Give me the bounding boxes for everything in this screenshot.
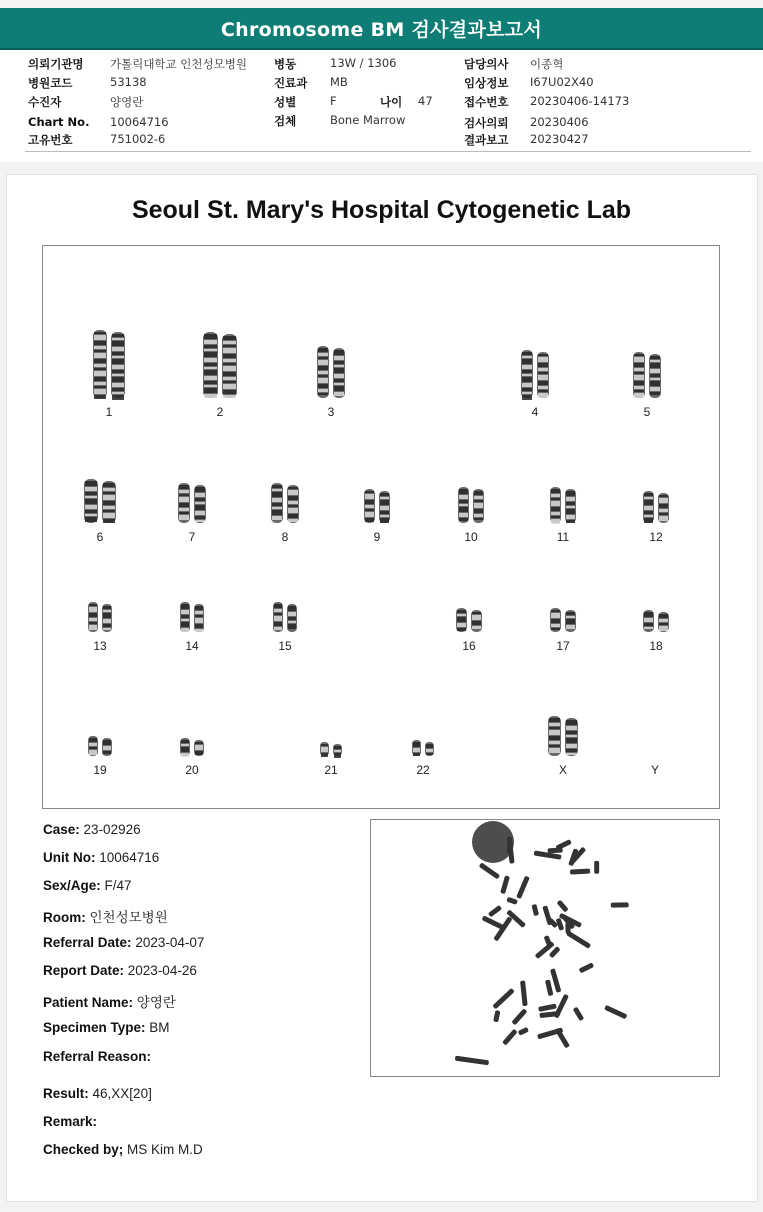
patient-name-value: 양영란 bbox=[136, 995, 176, 1010]
value-clinical-info: I67U02X40 bbox=[530, 75, 594, 89]
sex-age-line bbox=[43, 878, 132, 893]
chromosome-label-Y: Y bbox=[650, 763, 660, 777]
unit-no-line bbox=[43, 850, 159, 865]
value-sex: F bbox=[330, 94, 337, 108]
unit-no-label: Unit No: bbox=[43, 850, 96, 865]
referral-date-label: Referral Date: bbox=[43, 935, 132, 950]
report-date-label: Report Date: bbox=[43, 963, 125, 978]
metaphase-chromosome bbox=[488, 905, 502, 918]
value-institution: 가톨릭대학교 인천성모병원 bbox=[110, 57, 247, 71]
patient-name-label: Patient Name: bbox=[43, 995, 134, 1010]
value-doctor: 이종혁 bbox=[530, 57, 564, 71]
metaphase-chromosome bbox=[611, 902, 629, 907]
label-department: 진료과 bbox=[274, 76, 308, 90]
chromosome-label-3: 3 bbox=[327, 405, 335, 419]
value-hospital-code: 53138 bbox=[110, 75, 147, 89]
report-title: Chromosome BM 검사결과보고서 bbox=[220, 18, 543, 41]
case-label: Case: bbox=[43, 822, 80, 837]
chromosome-pair-14 bbox=[180, 602, 204, 653]
chromosome-label-12: 12 bbox=[649, 530, 663, 544]
metaphase-chromosome bbox=[604, 1005, 627, 1019]
referral-reason-line bbox=[43, 1049, 151, 1064]
karyogram-panel bbox=[42, 245, 720, 809]
metaphase-chromosome bbox=[518, 1027, 529, 1036]
label-sex: 성별 bbox=[274, 95, 297, 109]
checked-by-label: Checked by; bbox=[43, 1142, 124, 1157]
specimen-type-line bbox=[43, 1020, 170, 1035]
patient-name-line bbox=[43, 991, 176, 1011]
chromosome-pair-17 bbox=[550, 608, 576, 653]
chromosome-label-20: 20 bbox=[185, 763, 199, 777]
chromosome-label-21: 21 bbox=[324, 763, 338, 777]
chromosome-pair-1 bbox=[93, 330, 125, 419]
chromosome-pair-7 bbox=[178, 483, 206, 544]
chromosome-pair-4 bbox=[521, 350, 549, 419]
chromosome-pair-18 bbox=[643, 610, 669, 653]
chromosome-label-10: 10 bbox=[464, 530, 478, 544]
value-accession: 20230406-14173 bbox=[530, 94, 630, 108]
referral-date-line bbox=[43, 935, 204, 950]
metaphase-chromosome bbox=[493, 1010, 500, 1022]
chromosome-pair-19 bbox=[88, 736, 112, 777]
metaphase-chromosome bbox=[566, 931, 591, 949]
metaphase-chromosome bbox=[482, 915, 504, 929]
chromosome-pair-10 bbox=[458, 487, 484, 544]
label-chart-no: Chart No. bbox=[28, 115, 90, 129]
metaphase-chromosome bbox=[511, 1008, 527, 1025]
label-ward: 병동 bbox=[274, 57, 297, 71]
chromosome-pair-15 bbox=[273, 602, 297, 653]
room-value: 인천성모병원 bbox=[89, 910, 168, 925]
metaphase-chromosome bbox=[542, 905, 553, 925]
checked-by-line bbox=[43, 1142, 203, 1157]
chromosome-label-15: 15 bbox=[278, 639, 292, 653]
label-accession: 접수번호 bbox=[464, 95, 509, 109]
chromosome-pair-13 bbox=[88, 602, 112, 653]
metaphase-chromosome bbox=[557, 900, 569, 913]
metaphase-chromosome bbox=[502, 1029, 518, 1046]
chromosome-pair-21 bbox=[320, 742, 342, 777]
metaphase-chromosome bbox=[579, 962, 595, 973]
remark-line bbox=[43, 1114, 97, 1129]
chromosome-pair-3 bbox=[317, 346, 345, 419]
chromosome-label-6: 6 bbox=[96, 530, 104, 544]
chromosome-label-8: 8 bbox=[281, 530, 289, 544]
chromosome-label-1: 1 bbox=[105, 405, 113, 419]
chromosome-pair-6 bbox=[84, 479, 116, 544]
label-clinical-info: 임상정보 bbox=[464, 76, 509, 90]
label-age: 나이 bbox=[380, 95, 403, 109]
metaphase-chromosome bbox=[594, 861, 599, 874]
chromosome-label-11: 11 bbox=[556, 530, 570, 544]
metaphase-chromosome bbox=[516, 876, 530, 899]
metaphase-chromosome bbox=[538, 1004, 557, 1012]
metaphase-chromosome bbox=[455, 1056, 489, 1066]
chromosome-label-9: 9 bbox=[373, 530, 381, 544]
chromosome-pair-2 bbox=[203, 332, 237, 419]
chromosome-label-19: 19 bbox=[93, 763, 107, 777]
chromosome-label-18: 18 bbox=[649, 639, 663, 653]
checked-by-value: MS Kim M.D bbox=[127, 1142, 203, 1157]
chromosome-pair-16 bbox=[456, 608, 482, 653]
remark-label: Remark: bbox=[43, 1114, 98, 1129]
metaphase-chromosome bbox=[479, 862, 500, 879]
value-report-date: 20230427 bbox=[530, 132, 589, 146]
sex-age-value: F/47 bbox=[104, 878, 132, 893]
metaphase-image bbox=[371, 820, 719, 1076]
chromosome-pair-X bbox=[548, 716, 578, 777]
value-age: 47 bbox=[418, 94, 433, 108]
chromosome-pair-8 bbox=[271, 483, 299, 544]
room-line bbox=[43, 906, 168, 926]
metaphase-chromosome bbox=[506, 897, 518, 905]
report-date-value: 2023-04-26 bbox=[127, 963, 197, 978]
specimen-type-value: BM bbox=[149, 1020, 170, 1035]
value-ward: 13W / 1306 bbox=[330, 56, 397, 70]
case-value: 23-02926 bbox=[83, 822, 141, 837]
chromosome-label-14: 14 bbox=[185, 639, 199, 653]
label-report-date: 결과보고 bbox=[464, 133, 509, 147]
value-request-date: 20230406 bbox=[530, 115, 589, 129]
chromosome-label-17: 17 bbox=[556, 639, 570, 653]
lab-title: Seoul St. Mary's Hospital Cytogenetic Lab bbox=[131, 196, 632, 224]
value-department: MB bbox=[330, 75, 348, 89]
metaphase-chromosome bbox=[548, 848, 563, 854]
metaphase-chromosome bbox=[500, 875, 510, 894]
chromosome-pair-9 bbox=[364, 489, 390, 544]
chromosome-label-13: 13 bbox=[93, 639, 107, 653]
label-institution: 의뢰기관명 bbox=[28, 57, 84, 71]
result-label: Result: bbox=[43, 1086, 89, 1101]
report-date-line bbox=[43, 963, 197, 978]
metaphase-chromosome bbox=[493, 916, 512, 941]
result-line bbox=[43, 1086, 152, 1101]
chromosome-label-7: 7 bbox=[188, 530, 196, 544]
metaphase-chromosome bbox=[545, 979, 553, 996]
value-specimen: Bone Marrow bbox=[330, 113, 406, 127]
label-doctor: 담당의사 bbox=[464, 57, 509, 71]
label-unique-no: 고유번호 bbox=[28, 133, 73, 147]
label-hospital-code: 병원코드 bbox=[28, 76, 73, 90]
metaphase-chromosome bbox=[531, 904, 539, 916]
label-request-date: 검사의뢰 bbox=[464, 116, 509, 130]
chromosome-pair-Y bbox=[651, 763, 659, 777]
chromosome-pair-20 bbox=[180, 738, 204, 777]
chromosome-label-2: 2 bbox=[216, 405, 224, 419]
unit-no-value: 10064716 bbox=[99, 850, 160, 865]
specimen-type-label: Specimen Type: bbox=[43, 1020, 146, 1035]
metaphase-panel bbox=[370, 819, 720, 1077]
chromosome-pair-12 bbox=[643, 491, 669, 544]
chromosome-pair-5 bbox=[633, 352, 661, 419]
karyogram-image bbox=[43, 246, 719, 808]
report-title-bar bbox=[0, 8, 763, 50]
referral-date-value: 2023-04-07 bbox=[135, 935, 205, 950]
header-info bbox=[0, 50, 763, 162]
chromosome-label-22: 22 bbox=[416, 763, 430, 777]
metaphase-chromosome bbox=[570, 869, 590, 875]
room-label: Room: bbox=[43, 910, 86, 925]
referral-reason-label: Referral Reason: bbox=[43, 1049, 152, 1064]
value-patient: 양영란 bbox=[110, 95, 144, 109]
metaphase-chromosome bbox=[573, 1007, 585, 1022]
label-patient: 수진자 bbox=[28, 95, 62, 109]
case-line bbox=[43, 822, 141, 837]
chromosome-label-16: 16 bbox=[462, 639, 476, 653]
header-divider bbox=[25, 151, 751, 152]
metaphase-chromosome bbox=[492, 988, 515, 1009]
chromosome-label-5: 5 bbox=[643, 405, 651, 419]
chromosome-label-4: 4 bbox=[531, 405, 539, 419]
value-chart-no: 10064716 bbox=[110, 115, 169, 129]
result-value: 46,XX[20] bbox=[92, 1086, 152, 1101]
sex-age-label: Sex/Age: bbox=[43, 878, 101, 893]
chromosome-pair-22 bbox=[412, 740, 434, 777]
label-specimen: 검체 bbox=[274, 114, 297, 128]
value-unique-no: 751002-6 bbox=[110, 132, 166, 146]
chromosome-label-X: X bbox=[558, 763, 568, 777]
metaphase-chromosome bbox=[520, 980, 528, 1006]
metaphase-chromosome bbox=[507, 842, 513, 854]
chromosome-pair-11 bbox=[550, 487, 576, 544]
